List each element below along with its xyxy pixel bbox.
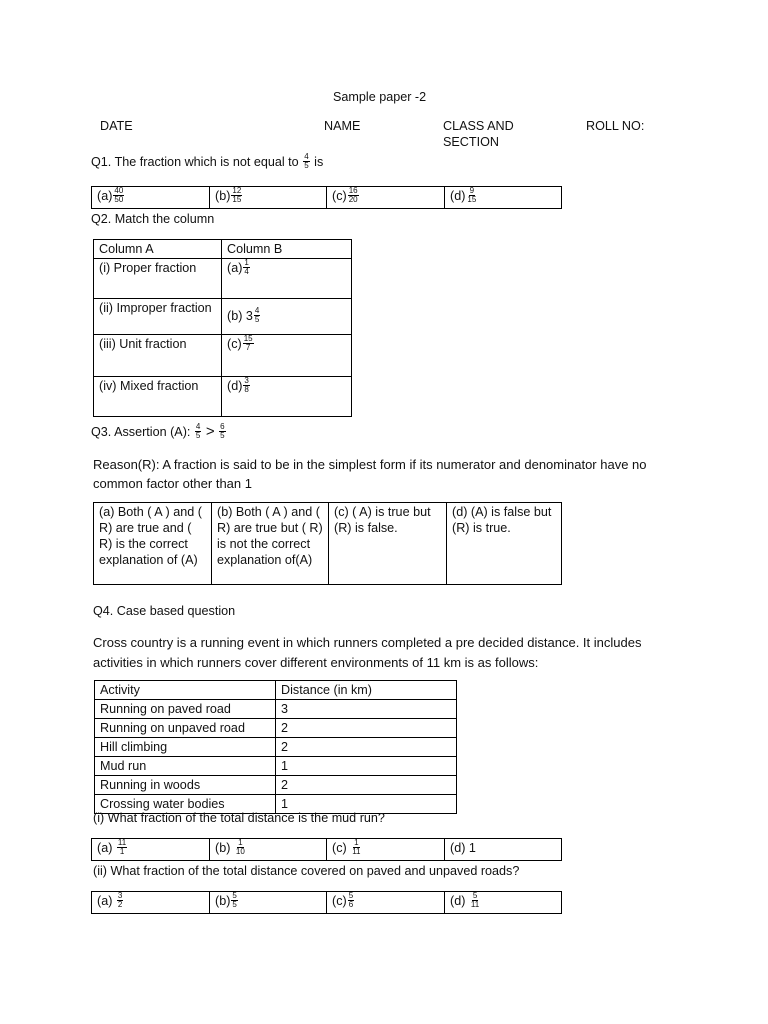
q1-options-table bbox=[91, 186, 562, 209]
q1-fraction: $\frac{4}{5}$ bbox=[304, 152, 309, 171]
q2-row-a: (ii) Improper fraction bbox=[94, 299, 222, 335]
q2-match-table bbox=[93, 239, 352, 417]
q2-row-a: (iii) Unit fraction bbox=[94, 335, 222, 377]
activity-cell: Running on paved road bbox=[95, 700, 276, 719]
activity-cell: Running in woods bbox=[95, 776, 276, 795]
q1-option-b: (b) $\frac{12}{15}$ bbox=[210, 187, 327, 209]
distance-cell: 2 bbox=[276, 776, 457, 795]
q2-row-b: (d) $\frac{3}{8}$ bbox=[222, 377, 352, 417]
activity-cell: Crossing water bodies bbox=[95, 795, 276, 814]
q4-col-activity: Activity bbox=[95, 681, 276, 700]
q4-sub1-option-d: (d) 1 bbox=[445, 839, 562, 861]
q3-fraction-b: $\frac{6}{5}$ bbox=[220, 422, 225, 441]
activity-cell: Running on unpaved road bbox=[95, 719, 276, 738]
q3-option-d: (d) (A) is false but (R) is true. bbox=[447, 503, 562, 585]
q4-sub2-options bbox=[91, 891, 562, 914]
q4-sub1-option-a: (a) $\frac{11}{1}$ bbox=[92, 839, 210, 861]
class-label-line2: SECTION bbox=[443, 135, 499, 150]
distance-cell: 1 bbox=[276, 757, 457, 776]
page-title: Sample paper -2 bbox=[333, 90, 427, 104]
q4-title: Q4. Case based question bbox=[93, 604, 236, 618]
q2-row-a: (i) Proper fraction bbox=[94, 259, 222, 299]
q1-text: Q1. The fraction which is not equal to bbox=[91, 155, 299, 169]
distance-cell: 2 bbox=[276, 719, 457, 738]
q1-option-d: (d) $\frac{9}{15}$ bbox=[445, 187, 562, 209]
q4-sub1-options bbox=[91, 838, 562, 861]
q1-option-a: (a) $\frac{40}{50}$ bbox=[92, 187, 210, 209]
class-label-line1: CLASS AND bbox=[443, 119, 514, 133]
q2-row-a: (iv) Mixed fraction bbox=[94, 377, 222, 417]
distance-cell: 2 bbox=[276, 738, 457, 757]
q4-sub2-option-a: (a) $\frac{3}{2}$ bbox=[92, 892, 210, 914]
q4-sub2-option-c: (c) $\frac{5}{6}$ bbox=[327, 892, 445, 914]
q4-activity-table bbox=[94, 680, 457, 814]
q4-sub1-option-c: (c) $\frac{1}{11}$ bbox=[327, 839, 445, 861]
q4-intro: Cross country is a running event in which runners completed a pre decided distance. It includes activities in which runners cover different environments of 11 km is as follows: bbox=[93, 635, 642, 670]
distance-cell: 1 bbox=[276, 795, 457, 814]
q2-question: Q2. Match the column bbox=[91, 212, 215, 226]
q2-col-b-header: Column B bbox=[222, 240, 352, 259]
q3-assertion bbox=[91, 422, 227, 442]
q3-operator: > bbox=[205, 423, 215, 440]
q3-fraction-a: $\frac{4}{5}$ bbox=[195, 422, 201, 441]
q1-question bbox=[91, 154, 323, 171]
q3-option-c: (c) ( A) is true but (R) is false. bbox=[329, 503, 447, 585]
q4-sub1-option-b: (b) $\frac{1}{10}$ bbox=[210, 839, 327, 861]
q3-options-table bbox=[93, 502, 562, 585]
q4-sub2-option-d: (d) $\frac{5}{11}$ bbox=[445, 892, 562, 914]
q4-sub2-question: (ii) What fraction of the total distance covered on paved and unpaved roads? bbox=[93, 864, 520, 878]
name-label: NAME bbox=[324, 119, 361, 133]
q2-col-a-header: Column A bbox=[94, 240, 222, 259]
q2-row-b: (a) $\frac{1}{4}$ bbox=[222, 259, 352, 299]
q3-reason: Reason(R): A fraction is said to be in the simplest form if its numerator and denominator have no common factor other than 1 bbox=[93, 457, 647, 491]
q4-sub1-question: (i) What fraction of the total distance is the mud run? bbox=[93, 811, 385, 825]
date-label: DATE bbox=[100, 119, 133, 133]
q3-text: Q3. Assertion (A): bbox=[91, 425, 191, 439]
q4-sub2-option-b: (b) $\frac{5}{5}$ bbox=[210, 892, 327, 914]
activity-cell: Hill climbing bbox=[95, 738, 276, 757]
q3-option-b: (b) Both ( A ) and ( R) are true but ( R) is not the correct explanation of(A) bbox=[212, 503, 329, 585]
distance-cell: 3 bbox=[276, 700, 457, 719]
q1-option-c: (c) $\frac{16}{20}$ bbox=[327, 187, 445, 209]
q3-option-a: (a) Both ( A ) and ( R) are true and ( R) is the correct explanation of (A) bbox=[94, 503, 212, 585]
q1-suffix: is bbox=[314, 155, 324, 169]
q2-row-b: (c) $\frac{15}{7}$ bbox=[222, 335, 352, 377]
activity-cell: Mud run bbox=[95, 757, 276, 776]
class-label bbox=[443, 118, 514, 151]
q4-col-distance: Distance (in km) bbox=[276, 681, 457, 700]
roll-label: ROLL NO: bbox=[586, 119, 645, 133]
q2-row-b: (b) 3 $\frac{4}{5}$ bbox=[222, 299, 352, 335]
